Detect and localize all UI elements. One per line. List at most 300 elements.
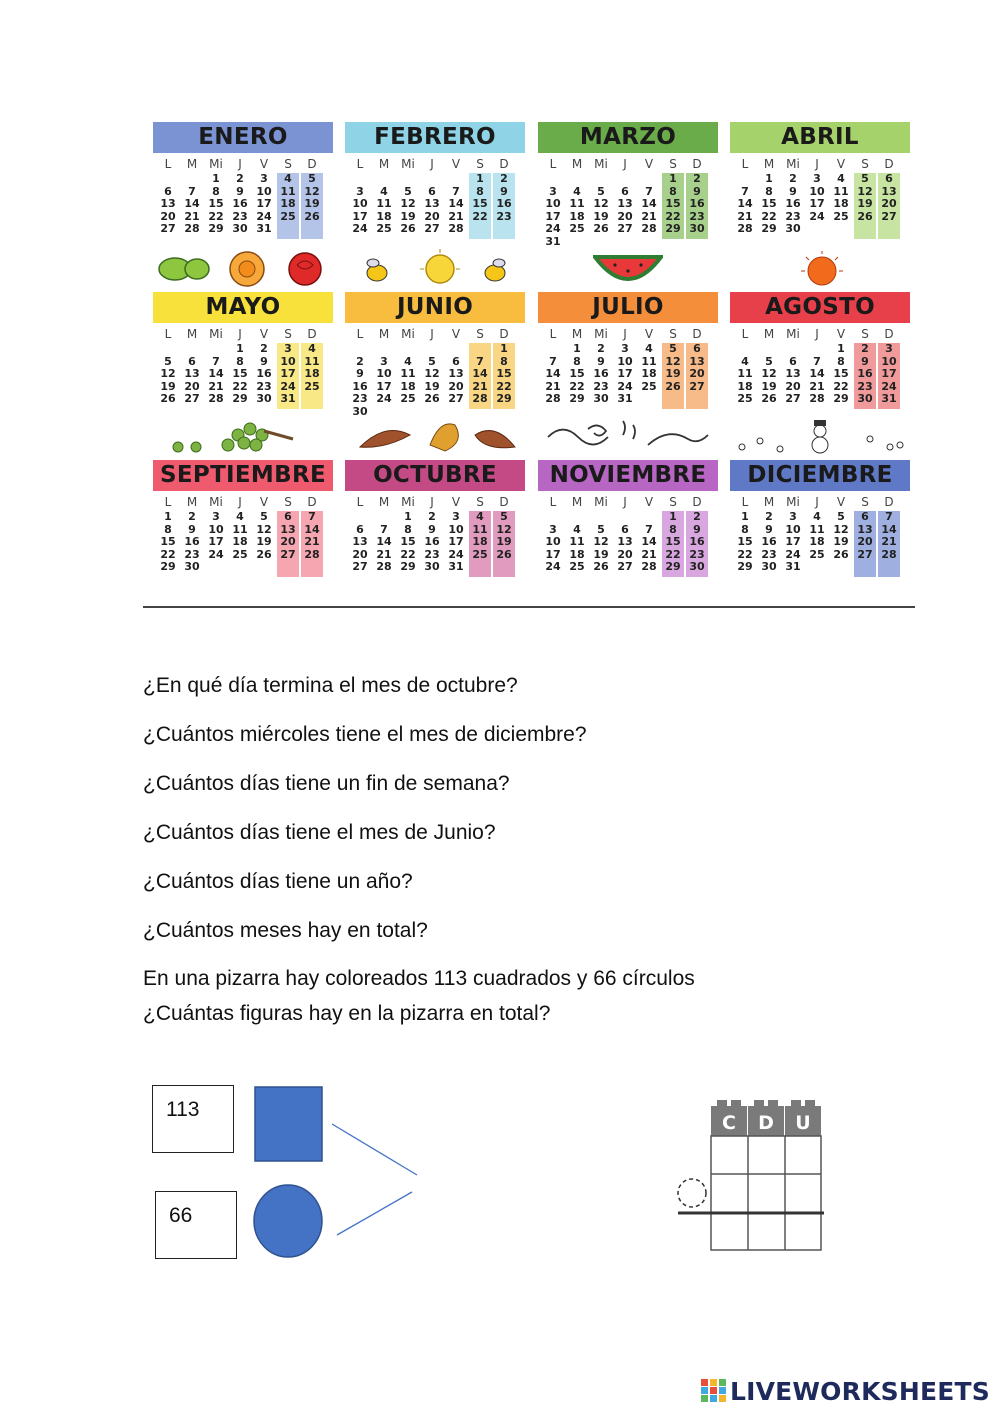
day-cell: 16 [785,197,801,210]
month-title: AGOSTO [730,292,910,323]
day-cell: 4 [284,172,292,185]
day-cell: 13 [280,522,296,536]
day-cell: 1 [669,510,677,523]
day-cell: 22 [737,547,753,561]
weekday-label: S [284,157,292,171]
day-cell: 10 [545,197,561,210]
day-cell: 3 [885,342,893,355]
day-cell: 12 [857,184,873,198]
day-cell: 3 [452,510,460,523]
day-cell: 5 [500,510,508,523]
question-4: ¿Cuántos días tiene el mes de Junio? [143,821,496,844]
day-cell: 11 [569,197,585,210]
month-noviembre [538,460,718,577]
day-cell: 12 [400,197,416,210]
day-cell: 5 [308,172,316,185]
day-cell: 4 [573,522,581,536]
weekday-label: M [378,327,390,341]
day-cell: 23 [761,547,777,561]
day-cell: 25 [641,379,657,393]
day-cell: 18 [833,197,849,210]
day-cell: 28 [641,222,657,235]
day-cell: 13 [689,354,705,368]
day-cell: 17 [785,535,801,548]
day-cell: 27 [689,379,705,393]
weekday-label: M [763,495,775,509]
day-cell: 24 [545,560,561,573]
weekday-header-row [345,157,525,173]
day-cell: 26 [496,547,512,561]
month-octubre [345,460,525,577]
question-2: ¿Cuántos miércoles tiene el mes de diciembre? [143,723,587,746]
day-cell: 30 [256,392,272,405]
weekday-label: Mi [594,327,608,341]
weekday-header-row [538,495,718,511]
weekday-label: M [571,327,583,341]
day-cell: 26 [304,209,320,223]
weekday-header-row [345,327,525,343]
day-cell: 6 [452,354,460,368]
day-cell: 22 [400,547,416,561]
weekday-header-row [538,157,718,173]
day-cell: 3 [549,184,557,198]
day-cell: 26 [833,547,849,561]
day-cell: 3 [356,184,364,198]
day-cell: 13 [424,197,440,210]
day-cell: 4 [236,510,244,523]
day-cell: 25 [280,209,296,223]
day-cell: 26 [424,392,440,405]
day-cell: 16 [857,367,873,380]
weekday-label: D [307,495,317,509]
day-cell: 16 [184,535,200,548]
day-cell: 4 [741,354,749,368]
day-cell: 20 [424,209,440,223]
day-cell: 30 [761,560,777,573]
day-cell: 3 [813,172,821,185]
day-cell: 19 [304,197,320,210]
day-cell: 30 [689,222,705,235]
day-cell: 28 [304,547,320,561]
day-cell: 20 [352,547,368,561]
question-1: ¿En qué día termina el mes de octubre? [143,674,518,697]
weekday-label: S [861,157,869,171]
day-cell: 11 [232,522,248,536]
day-cell: 8 [669,522,677,536]
day-cell: 8 [500,354,508,368]
weekday-label: Mi [786,327,800,341]
day-cell: 19 [593,547,609,561]
day-cell: 21 [641,209,657,223]
month-septiembre [153,460,333,577]
month-febrero [345,122,525,239]
carry-circle [678,1179,706,1207]
weekday-label: L [741,495,749,509]
day-cell: 14 [448,197,464,210]
day-cell: 1 [164,510,172,523]
header-units: U [795,1112,811,1134]
weekday-label: M [186,495,198,509]
day-cell: 13 [617,535,633,548]
day-cell: 8 [573,354,581,368]
weekday-label: S [861,327,869,341]
day-cell: 10 [545,535,561,548]
day-cell: 2 [356,354,364,368]
day-cell: 3 [212,510,220,523]
day-cell: 4 [573,184,581,198]
day-cell: 24 [208,547,224,561]
day-cell: 11 [641,354,657,368]
weekday-label: D [692,495,702,509]
day-cell: 11 [376,197,392,210]
day-cell: 5 [164,354,172,368]
weekday-label: J [623,327,627,341]
day-cell: 21 [184,209,200,223]
day-cell: 30 [593,392,609,405]
month-abril [730,122,910,239]
day-cell: 20 [184,379,200,393]
day-cell: 4 [837,172,845,185]
question-3: ¿Cuántos días tiene un fin de semana? [143,772,510,795]
weekday-header-row [153,327,333,343]
day-cell: 28 [472,392,488,405]
day-cell: 7 [885,510,893,523]
weekday-label: L [164,157,172,171]
day-cell: 22 [472,209,488,223]
day-cell: 7 [308,510,316,523]
day-cell: 30 [352,404,368,418]
weekday-label: J [430,495,434,509]
day-cell: 20 [280,535,296,548]
day-cell: 9 [356,367,364,380]
day-cell: 9 [765,522,773,536]
day-cell: 6 [693,342,701,355]
day-cell: 7 [813,354,821,368]
day-cell: 16 [593,367,609,380]
day-cell: 27 [857,547,873,561]
month-title: JUNIO [345,292,525,323]
weekday-header-row [730,157,910,173]
day-cell: 5 [260,510,268,523]
day-cell: 20 [689,367,705,380]
day-cell: 12 [160,367,176,380]
day-cell: 29 [232,392,248,405]
day-cell: 10 [376,367,392,380]
day-cell: 14 [809,367,825,380]
day-cell: 22 [160,547,176,561]
flowers-decoration-icon [155,249,325,294]
day-cell: 15 [737,535,753,548]
day-cell: 19 [593,209,609,223]
day-cell: 17 [376,379,392,393]
day-cell: 14 [472,367,488,380]
day-cell: 24 [785,547,801,561]
day-cell: 29 [761,222,777,235]
day-grid [153,173,333,239]
blue-circle [254,1185,322,1257]
weekday-label: S [669,327,677,341]
header-tens: D [758,1112,774,1134]
weekday-label: V [644,327,654,341]
day-cell: 28 [737,222,753,235]
snowman-decoration-icon [730,417,910,462]
bees-sun-decoration-icon [355,249,525,294]
day-cell: 1 [476,172,484,185]
weekday-header-row [153,495,333,511]
weekday-label: D [499,495,509,509]
day-cell: 13 [352,535,368,548]
day-cell: 24 [256,209,272,223]
day-cell: 29 [665,560,681,573]
day-cell: 28 [641,560,657,573]
day-cell: 11 [569,535,585,548]
day-cell: 22 [208,209,224,223]
weekday-label: V [836,157,846,171]
logo-cubes-icon [701,1379,727,1403]
weekday-label: M [763,157,775,171]
day-cell: 7 [645,522,653,536]
day-cell: 13 [785,367,801,380]
day-cell: 23 [689,209,705,223]
day-cell: 18 [641,367,657,380]
day-cell: 21 [208,379,224,393]
shapes-diagram [250,1080,440,1270]
day-cell: 21 [809,379,825,393]
weekday-header-row [538,327,718,343]
weekday-label: J [430,327,434,341]
day-cell: 26 [593,222,609,235]
weekday-label: D [692,327,702,341]
day-cell: 20 [857,535,873,548]
day-cell: 6 [885,172,893,185]
day-cell: 15 [665,197,681,210]
day-cell: 15 [569,367,585,380]
day-cell: 17 [809,197,825,210]
day-cell: 3 [621,342,629,355]
day-cell: 16 [689,197,705,210]
day-cell: 20 [617,209,633,223]
problem-line-2: ¿Cuántas figuras hay en la pizarra en total? [143,1002,551,1025]
day-cell: 2 [765,510,773,523]
day-grid [730,511,910,577]
day-cell: 5 [837,510,845,523]
day-cell: 17 [256,197,272,210]
weekday-label: V [836,495,846,509]
day-cell: 17 [881,367,897,380]
day-cell: 11 [280,184,296,198]
weekday-label: L [164,495,172,509]
day-cell: 9 [236,184,244,198]
day-cell: 7 [212,354,220,368]
day-cell: 13 [184,367,200,380]
day-cell: 3 [380,354,388,368]
day-cell: 13 [617,197,633,210]
day-cell: 16 [352,379,368,393]
day-cell: 31 [256,222,272,235]
day-grid [153,511,333,577]
day-cell: 22 [833,379,849,393]
squares-count-box [152,1085,234,1153]
day-cell: 18 [472,535,488,548]
squares-count: 113 [166,1098,200,1121]
question-5: ¿Cuántos días tiene un año? [143,870,413,893]
day-cell: 27 [881,209,897,223]
weekday-label: Mi [209,495,223,509]
day-cell: 23 [352,392,368,405]
weekday-header-row [730,495,910,511]
day-cell: 5 [861,172,869,185]
weekday-label: Mi [209,327,223,341]
weekday-label: V [451,495,461,509]
weekday-label: D [499,327,509,341]
day-grid [345,173,525,239]
day-cell: 16 [256,367,272,380]
day-cell: 8 [212,184,220,198]
day-cell: 6 [428,184,436,198]
day-cell: 6 [861,510,869,523]
day-cell: 4 [813,510,821,523]
day-cell: 5 [597,184,605,198]
weekday-label: M [186,157,198,171]
day-cell: 9 [597,354,605,368]
day-cell: 12 [256,522,272,536]
leaves-decoration-icon [355,417,525,462]
month-agosto [730,292,910,409]
day-grid [345,511,525,577]
weekday-header-row [153,157,333,173]
liveworksheets-logo [701,1377,990,1406]
day-cell: 31 [617,392,633,405]
day-cell: 22 [761,209,777,223]
day-cell: 2 [260,342,268,355]
day-cell: 27 [785,392,801,405]
weekday-label: J [815,495,819,509]
day-cell: 13 [857,522,873,536]
calendar [143,117,915,608]
day-cell: 18 [232,535,248,548]
day-cell: 27 [184,392,200,405]
weekday-label: J [815,327,819,341]
header-hundreds: C [722,1112,736,1134]
day-cell: 18 [809,535,825,548]
day-cell: 11 [809,522,825,536]
day-cell: 3 [549,522,557,536]
day-cell: 21 [881,535,897,548]
day-cell: 23 [256,379,272,393]
day-cell: 8 [765,184,773,198]
weekday-label: Mi [401,495,415,509]
day-cell: 5 [428,354,436,368]
day-cell: 1 [837,342,845,355]
day-cell: 28 [208,392,224,405]
day-cell: 14 [641,197,657,210]
day-cell: 26 [593,560,609,573]
day-cell: 30 [424,560,440,573]
weekday-label: D [884,157,894,171]
day-cell: 21 [641,547,657,561]
day-cell: 31 [785,560,801,573]
day-cell: 14 [881,522,897,536]
weekday-label: S [284,495,292,509]
day-cell: 29 [400,560,416,573]
day-cell: 26 [256,547,272,561]
day-grid [538,511,718,577]
weekday-label: V [259,495,269,509]
day-cell: 29 [737,560,753,573]
day-cell: 30 [857,392,873,405]
day-cell: 27 [448,392,464,405]
logo-text: LIVEWORKSHEETS [729,1377,990,1406]
day-cell: 24 [376,392,392,405]
day-cell: 1 [669,172,677,185]
day-cell: 24 [809,209,825,223]
day-cell: 5 [404,184,412,198]
day-cell: 9 [861,354,869,368]
day-cell: 25 [304,379,320,393]
day-cell: 2 [188,510,196,523]
day-cell: 20 [881,197,897,210]
weekday-label: V [451,327,461,341]
day-cell: 12 [593,535,609,548]
day-cell: 23 [857,379,873,393]
day-cell: 16 [689,535,705,548]
circles-count-box [155,1191,237,1259]
day-cell: 9 [428,522,436,536]
day-cell: 6 [621,522,629,536]
weekday-label: Mi [209,157,223,171]
day-cell: 7 [380,522,388,536]
day-cell: 1 [404,510,412,523]
weekday-label: L [741,157,749,171]
day-cell: 15 [160,535,176,548]
day-cell: 10 [280,354,296,368]
weekday-label: L [741,327,749,341]
day-cell: 6 [188,354,196,368]
day-cell: 25 [232,547,248,561]
day-cell: 2 [693,510,701,523]
day-cell: 25 [376,222,392,235]
month-title: NOVIEMBRE [538,460,718,491]
day-cell: 19 [857,197,873,210]
weekday-header-row [730,327,910,343]
day-cell: 27 [617,222,633,235]
day-cell: 4 [308,342,316,355]
weekday-label: L [356,495,364,509]
month-title: OCTUBRE [345,460,525,491]
weekday-label: S [284,327,292,341]
day-cell: 29 [496,392,512,405]
day-cell: 10 [785,522,801,536]
day-cell: 19 [496,535,512,548]
day-cell: 10 [208,522,224,536]
day-cell: 25 [569,222,585,235]
weekday-label: D [499,157,509,171]
day-cell: 22 [665,547,681,561]
day-cell: 31 [881,392,897,405]
weekday-label: V [644,495,654,509]
day-cell: 28 [184,222,200,235]
day-cell: 14 [376,535,392,548]
day-grid [345,342,525,418]
day-cell: 13 [881,184,897,198]
day-cell: 27 [160,222,176,235]
day-cell: 18 [569,547,585,561]
day-cell: 11 [833,184,849,198]
weekday-label: M [378,157,390,171]
weekday-label: M [571,495,583,509]
day-cell: 11 [400,367,416,380]
weekday-label: Mi [786,495,800,509]
